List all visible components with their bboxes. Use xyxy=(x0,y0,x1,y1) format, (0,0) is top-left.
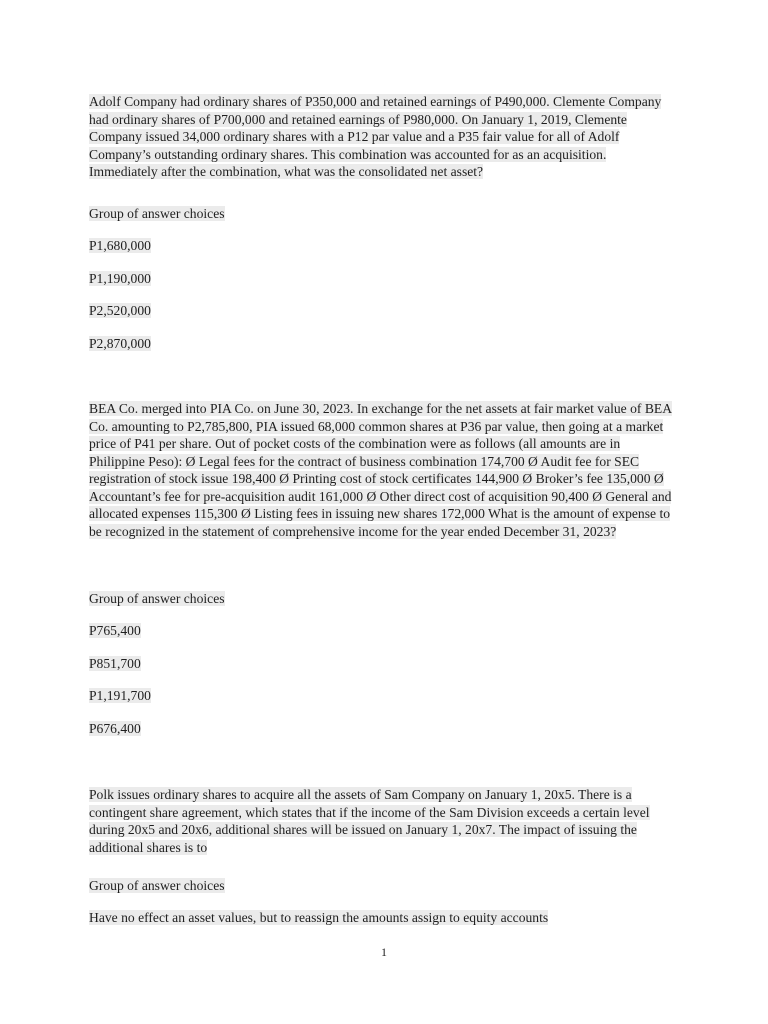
question-3-text: Polk issues ordinary shares to acquire all the assets of Sam Company on January 1, 20x5. There is a contingent share agreement, which states that if the income of the Sam Division exceeds a certain level during 20x5 and 20x6, additional shares will be issued on January 1, 20x7. The impact of issuing the additional shares is to xyxy=(89,787,650,855)
page-number: 1 xyxy=(381,945,387,959)
question-1-choices-label: Group of answer choices xyxy=(89,206,225,221)
question-2-choice-c: P1,191,700 xyxy=(89,688,151,703)
question-2-choice-a: P765,400 xyxy=(89,623,141,638)
question-1-choice-a: P1,680,000 xyxy=(89,238,151,253)
question-2-text: BEA Co. merged into PIA Co. on June 30, 2023. In exchange for the net assets at fair market value of BEA Co. amounting to P2,785,800, PIA issued 68,000 common shares at P36 par value, then going at a market price of P41 per share. Out of pocket costs of the combination were as follows (all amounts are in Philippine Peso): Ø Legal fees for the contract of business combination 174,700 Ø Audit fee for SEC registration of stock issue 198,400 Ø Printing cost of stock certificates 144,900 Ø Broker’s fee 135,000 Ø Accountant’s fee for pre-acquisition audit 161,000 Ø Other direct cost of acquisition 90,400 Ø General and allocated expenses 115,300 Ø Listing fees in issuing new shares 172,000 What is the amount of expense to be recognized in the statement of comprehensive income for the year ended December 31, 2023? xyxy=(89,401,673,539)
question-1-choice-c: P2,520,000 xyxy=(89,303,151,318)
question-3-choices-label: Group of answer choices xyxy=(89,878,225,893)
question-2-choice-d: P676,400 xyxy=(89,721,141,736)
question-1-choice-b: P1,190,000 xyxy=(89,271,151,286)
question-3-choice-a: Have no effect an asset values, but to reassign the amounts assign to equity accounts xyxy=(89,910,549,925)
question-2-choices-label: Group of answer choices xyxy=(89,591,225,606)
question-1-text: Adolf Company had ordinary shares of P350,000 and retained earnings of P490,000. Clemente Company had ordinary shares of P700,000 and retained earnings of P980,000. On January 1, 2019, Clemente Company issued 34,000 ordinary shares with a P12 par value and a P35 fair value for all of Adolf Company’s outstanding ordinary shares. This combination was accounted for as an acquisition. Immediately after the combination, what was the consolidated net asset? xyxy=(89,94,662,179)
question-1-choice-d: P2,870,000 xyxy=(89,336,151,351)
question-2-choice-b: P851,700 xyxy=(89,656,141,671)
